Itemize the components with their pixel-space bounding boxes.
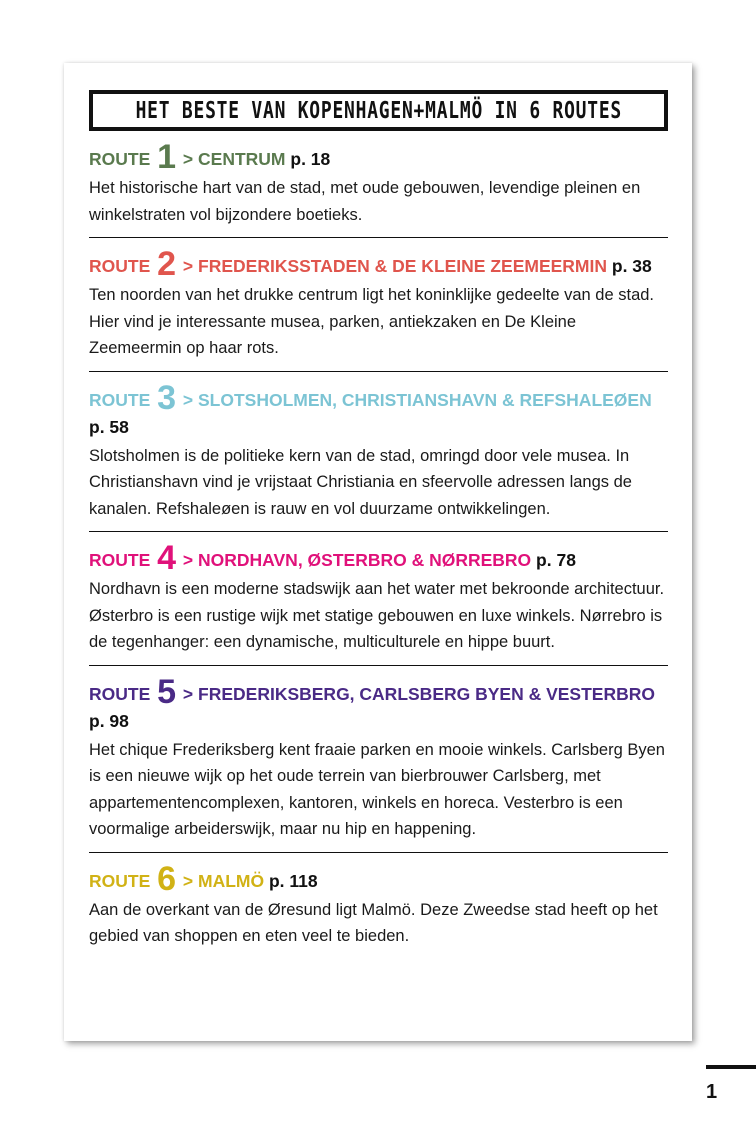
page-number: 1	[706, 1081, 718, 1103]
route-title: > NORDHAVN, ØSTERBRO & NØRREBRO	[182, 550, 532, 570]
route-prefix: ROUTE	[89, 256, 151, 276]
route-page: p. 78	[536, 550, 576, 570]
route-number: 4	[157, 539, 177, 577]
route-heading	[89, 539, 668, 577]
route-number: 6	[157, 859, 177, 898]
route-4	[89, 532, 668, 666]
route-number: 2	[157, 245, 177, 283]
route-heading	[89, 378, 668, 441]
route-title: > SLOTSHOLMEN, CHRISTIANSHAVN & REFSHALEØEN	[182, 389, 652, 410]
banner-title-text: HET BESTE VAN KOPENHAGEN+MALMÖ IN 6 ROUTES	[135, 97, 622, 124]
route-description: Het historische hart van de stad, met oude gebouwen, levendige pleinen en winkelstraten vol bijzondere boetieks.	[89, 179, 641, 224]
route-number: 1	[157, 138, 177, 176]
route-heading	[89, 859, 668, 898]
route-1	[89, 131, 668, 238]
route-3	[89, 372, 668, 533]
route-page: p. 98	[89, 710, 129, 731]
route-number: 3	[157, 378, 177, 417]
route-page: p. 38	[611, 256, 652, 276]
route-heading	[89, 245, 668, 283]
route-page: p. 58	[89, 416, 129, 437]
route-2	[89, 238, 668, 372]
route-5	[89, 666, 668, 853]
card-content	[89, 90, 668, 959]
page-number-rule	[706, 1065, 756, 1069]
banner-title	[89, 90, 668, 131]
route-prefix: ROUTE	[89, 389, 151, 410]
route-title: > MALMÖ	[182, 870, 265, 891]
route-6	[89, 853, 668, 959]
route-number: 5	[157, 672, 177, 711]
route-prefix: ROUTE	[89, 550, 151, 570]
route-prefix: ROUTE	[89, 870, 151, 891]
route-description: Slotsholmen is de politieke kern van de stad, omringd door vele musea. In Christianshavn vind je vrijstaat Christiania en sfeervolle adressen langs de kanalen. Refshaleøen is rauw en vol duurzame ontwikkelingen.	[89, 446, 632, 518]
route-prefix: ROUTE	[89, 149, 151, 169]
route-description: Aan de overkant van de Øresund ligt Malmö. Deze Zweedse stad heeft op het gebied van shoppen en eten veel te bieden.	[89, 900, 658, 945]
route-page: p. 118	[268, 870, 318, 891]
route-prefix: ROUTE	[89, 683, 151, 704]
route-heading	[89, 138, 668, 176]
route-title: > FREDERIKSBERG, CARLSBERG BYEN & VESTERBRO	[182, 683, 655, 704]
route-page: p. 18	[290, 149, 331, 169]
routes-overview-card	[64, 63, 692, 1041]
route-description: Het chique Frederiksberg kent fraaie parken en mooie winkels. Carlsberg Byen is een nieuwe wijk op het oude terrein van bierbrouwer Carlsberg, met appartementencomplexen, kantoren, winkels en horeca. Vesterbro is een voormalige arbeiderswijk, maar nu hip en happening.	[89, 740, 665, 838]
route-description: Nordhavn is een moderne stadswijk aan het water met bekroonde architectuur. Østerbro is een rustige wijk met statige gebouwen en luxe winkels. Nørrebro is de tegenhanger: een dynamische, multiculturele en hippe buurt.	[89, 580, 665, 651]
route-description: Ten noorden van het drukke centrum ligt het koninklijke gedeelte van de stad. Hier vind je interessante musea, parken, antiekzaken en De Kleine Zeemeermin op haar rots.	[89, 286, 655, 357]
route-title: > FREDERIKSSTADEN & DE KLEINE ZEEMEERMIN	[182, 256, 608, 276]
route-heading	[89, 672, 668, 735]
route-title: > CENTRUM	[182, 149, 286, 169]
